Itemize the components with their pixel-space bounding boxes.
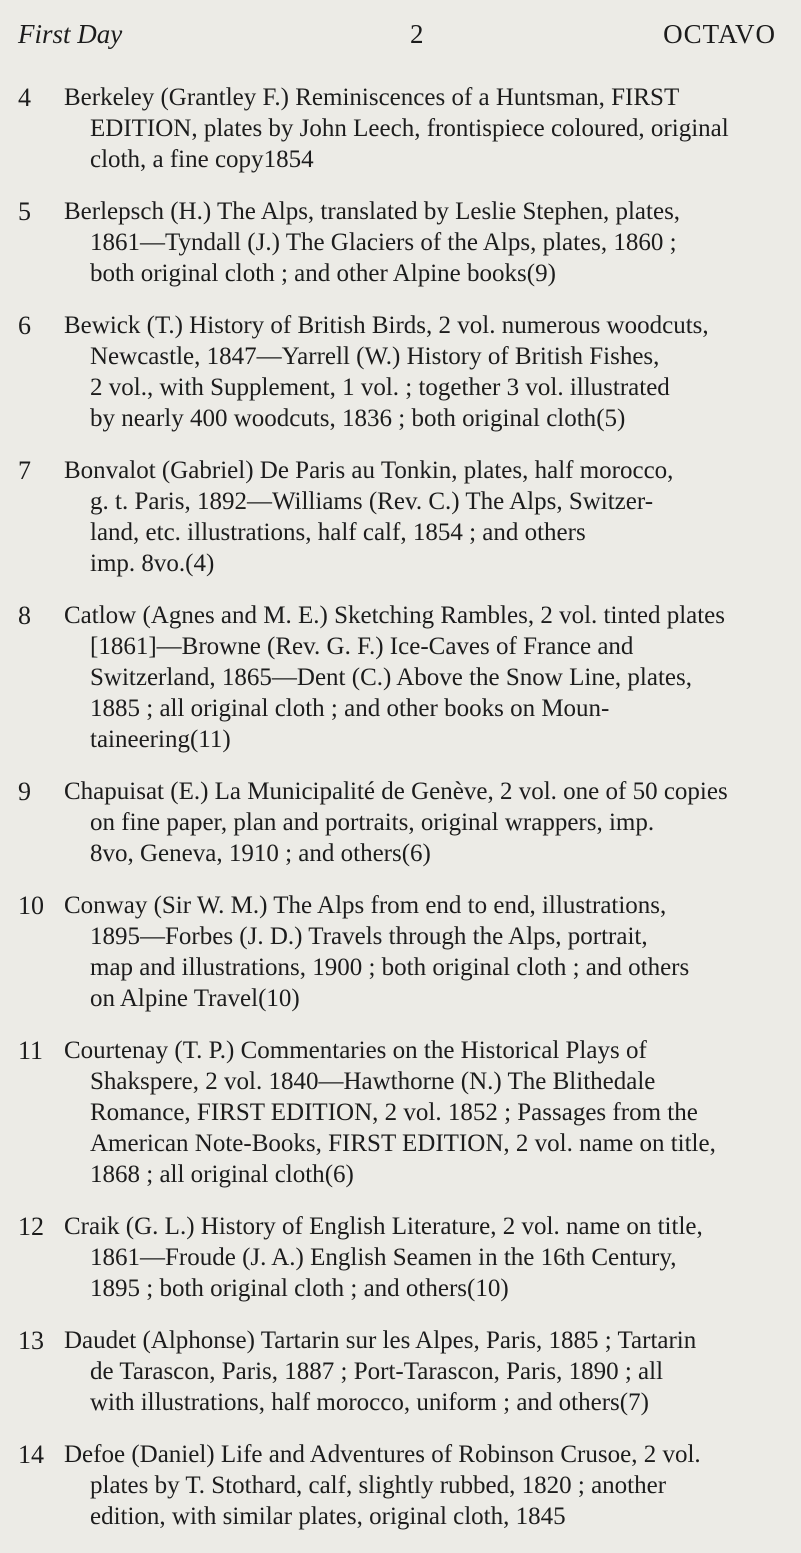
lot-line: 1861—Froude (J. A.) English Seamen in the 16th Century, [90, 1244, 677, 1271]
lot-line: Craik (G. L.) History of English Literature, 2 vol. name on title, [64, 1213, 703, 1240]
lot-number: 9 [18, 777, 31, 806]
lot-price: 1854 [263, 146, 314, 173]
lot-price: (10) [467, 1275, 509, 1302]
lot-line: Romance, FIRST EDITION, 2 vol. 1852 ; Passages from the [90, 1099, 698, 1126]
lot-line: Conway (Sir W. M.) The Alps from end to end, illustrations, [64, 892, 667, 919]
lot-price: (10) [258, 985, 300, 1012]
lot-entry [0, 1211, 801, 1304]
lot-line-text: on Alpine Travel [90, 985, 259, 1012]
lot-price: (6) [401, 840, 431, 867]
lot-line [64, 548, 775, 579]
lot-price: (4) [185, 550, 215, 577]
lot-line: [1861]—Browne (Rev. G. F.) Ice-Caves of France and [90, 633, 634, 660]
lot-number: 7 [18, 456, 31, 485]
lot-line-text: cloth, a fine copy [90, 146, 264, 173]
lot-line: edition, with similar plates, original cloth, 1845 [90, 1503, 566, 1530]
lot-entry [0, 1035, 801, 1190]
lot-description [64, 890, 775, 1014]
lot-line: Berlepsch (H.) The Alps, translated by Leslie Stephen, plates, [64, 198, 681, 225]
lot-description [64, 600, 775, 755]
header-page-number: 2 [410, 19, 424, 49]
lot-line: 1895—Forbes (J. D.) Travels through the Alps, portrait, [90, 923, 648, 950]
lot-number: 11 [18, 1036, 44, 1065]
lot-line: Switzerland, 1865—Dent (C.) Above the Snow Line, plates, [90, 664, 692, 691]
lot-description [64, 310, 775, 434]
lot-line: Newcastle, 1847—Yarrell (W.) History of British Fishes, [90, 343, 660, 370]
lot-number: 14 [18, 1440, 44, 1469]
lot-line [64, 724, 775, 755]
lot-description [64, 1325, 775, 1418]
lot-description [64, 1035, 775, 1190]
lot-description [64, 455, 775, 579]
lot-entry [0, 600, 801, 755]
lot-line: land, etc. illustrations, half calf, 1854 ; and others [90, 519, 586, 546]
lot-line: map and illustrations, 1900 ; both original cloth ; and others [90, 954, 690, 981]
lot-line: EDITION, plates by John Leech, frontispiece coloured, original [90, 115, 729, 142]
lot-line-text: 1895 ; both original cloth ; and others [90, 1275, 468, 1302]
lot-description [64, 82, 775, 175]
lot-line: Bewick (T.) History of British Birds, 2 vol. numerous woodcuts, [64, 312, 709, 339]
lot-line [64, 403, 775, 434]
lot-line [64, 983, 775, 1014]
lot-number: 5 [18, 197, 31, 226]
lot-line-text: taineering [90, 726, 190, 753]
lot-line: American Note-Books, FIRST EDITION, 2 vol. name on title, [90, 1130, 716, 1157]
lot-number: 4 [18, 83, 31, 112]
lot-line: Shakspere, 2 vol. 1840—Hawthorne (N.) The Blithedale [90, 1068, 656, 1095]
lot-line: Catlow (Agnes and M. E.) Sketching Rambles, 2 vol. tinted plates [64, 602, 726, 629]
page-header [18, 14, 776, 54]
lot-line-text: imp. 8vo. [90, 550, 186, 577]
lot-price: (7) [619, 1389, 649, 1416]
lot-description [64, 1211, 775, 1304]
lot-line [64, 838, 775, 869]
lot-line: Daudet (Alphonse) Tartarin sur les Alpes, Paris, 1885 ; Tartarin [64, 1327, 697, 1354]
lot-line-text: by nearly 400 woodcuts, 1836 ; both original cloth [90, 405, 597, 432]
lot-entry [0, 196, 801, 289]
lot-line: 1885 ; all original cloth ; and other books on Moun- [90, 695, 610, 722]
lot-line [64, 258, 775, 289]
lot-line: 2 vol., with Supplement, 1 vol. ; together 3 vol. illustrated [90, 374, 670, 401]
lot-line [64, 1387, 775, 1418]
lot-number: 10 [18, 891, 44, 920]
lot-entry [0, 776, 801, 869]
lot-line-text: both original cloth ; and other Alpine books [90, 260, 527, 287]
header-format: OCTAVO [663, 19, 776, 49]
lot-entry [0, 310, 801, 434]
lot-entry [0, 455, 801, 579]
lot-line-text: 8vo, Geneva, 1910 ; and others [90, 840, 402, 867]
lot-number: 6 [18, 311, 31, 340]
lot-entry [0, 82, 801, 175]
lot-price: (5) [596, 405, 626, 432]
lot-line: plates by T. Stothard, calf, slightly rubbed, 1820 ; another [90, 1472, 667, 1499]
lot-entry [0, 890, 801, 1014]
lot-entry [0, 1439, 801, 1532]
lot-line [64, 1159, 775, 1190]
lot-price: (9) [526, 260, 556, 287]
lot-line: de Tarascon, Paris, 1887 ; Port-Tarascon, Paris, 1890 ; all [90, 1358, 664, 1385]
lot-line: Defoe (Daniel) Life and Adventures of Robinson Crusoe, 2 vol. [64, 1441, 701, 1468]
lot-number: 12 [18, 1212, 44, 1241]
lot-line: on fine paper, plan and portraits, original wrappers, imp. [90, 809, 655, 836]
lot-line: Berkeley (Grantley F.) Reminiscences of a Huntsman, FIRST [64, 84, 680, 111]
lot-line: Chapuisat (E.) La Municipalité de Genève, 2 vol. one of 50 copies [64, 778, 728, 805]
lot-number: 13 [18, 1326, 44, 1355]
lot-description [64, 196, 775, 289]
lot-line-text: with illustrations, half morocco, uniform ; and others [90, 1389, 620, 1416]
lot-line: 1861—Tyndall (J.) The Glaciers of the Alps, plates, 1860 ; [90, 229, 677, 256]
lot-description [64, 776, 775, 869]
lot-price: (6) [324, 1161, 354, 1188]
lot-list [0, 82, 801, 1553]
header-sale-day: First Day [18, 19, 123, 49]
lot-description [64, 1439, 775, 1532]
lot-line [64, 144, 775, 175]
lot-line: g. t. Paris, 1892—Williams (Rev. C.) The Alps, Switzer- [90, 488, 654, 515]
lot-price: (11) [189, 726, 231, 753]
lot-line [64, 1273, 775, 1304]
lot-number: 8 [18, 601, 31, 630]
lot-line: Courtenay (T. P.) Commentaries on the Historical Plays of [64, 1037, 647, 1064]
lot-entry [0, 1325, 801, 1418]
lot-line: Bonvalot (Gabriel) De Paris au Tonkin, plates, half morocco, [64, 457, 674, 484]
lot-line-text: 1868 ; all original cloth [90, 1161, 325, 1188]
